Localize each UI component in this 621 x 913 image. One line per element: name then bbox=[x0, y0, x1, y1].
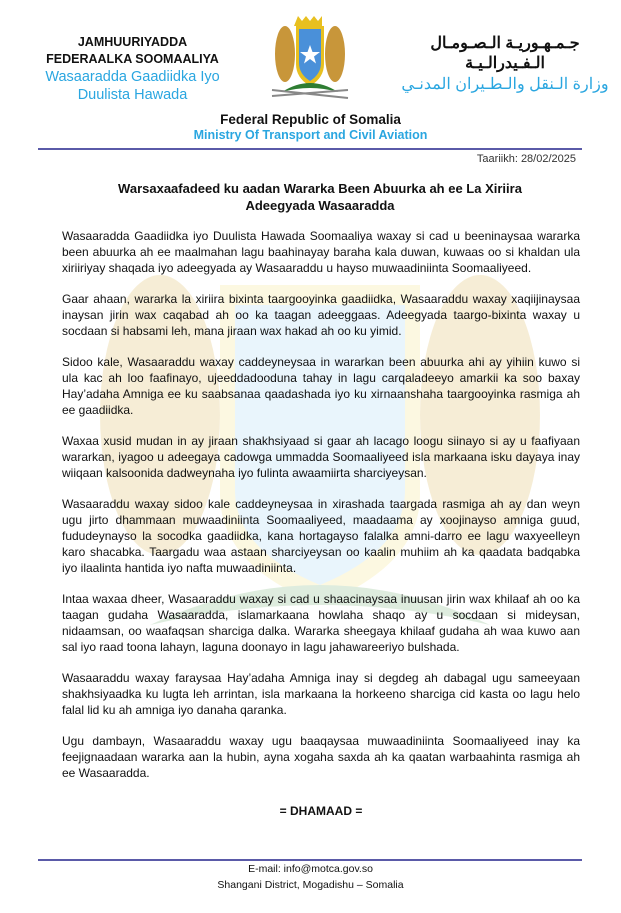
paragraph: Sidoo kale, Wasaaraddu waxay caddeyneysaa in wararkan been abuurka ahi ay yihiin kuwo si ula kac ah loo faafinayo, ujeeddadooduna tahay in lagu carqaladeeyo amarkii ka soo baxay Hay’adaha Amniga ee ku saabsanaa qaadashada iyo ku xirnaanshaha taargooyinka rasmiga ah ee gaadiidka. bbox=[62, 355, 580, 417]
footer-address: Shangani District, Mogadishu – Somalia bbox=[217, 878, 404, 891]
paragraph: Gaar ahaan, wararka la xiriira bixinta taargooyinka gaadiidka, Wasaaraddu waxay xaqiijinaysaa inaysan jirin wax caqabad ah oo ka taagan adeeggaas. Adeegyada taargo-bixinta waxay u socdaan si habsami leh, mana jiraan wax hakad ah oo ku yimid. bbox=[62, 292, 580, 338]
document-title bbox=[60, 180, 580, 214]
paragraph: Waxaa xusid mudan in ay jiraan shakhsiyaad si gaar ah lacago loogu siinayo si ay u faafiyaan wararkan, iyagoo u adeegaya cadowga ummadda Soomaaliyeed isla markaana isku dayaya inay wiiqaan kalsoonida dadweynaha iyo fulinta awaamiirta sharciyeysan. bbox=[62, 434, 580, 480]
document-date: Taariikh: 28/02/2025 bbox=[476, 153, 576, 165]
header-center-line2: Ministry Of Transport and Civil Aviation bbox=[193, 128, 428, 142]
paragraph: Wasaaraddu waxay sidoo kale caddeyneysaa in xirashada taargada rasmiga ah ay dan weyn ugu jirto dhammaan muwaadiniinta Soomaaliyeed, maadaama ay xoojinayso amniga guud, fududeynayso la socodka gaadiidka, kana hortagayso falalka amni-darro ee lagu waxyeelleyn karo shacabka. Taargadu waa astaan sharciyeysan oo kaalin muhiim ah ka qaadata badqabka iyo ilaalinta hantida iyo nafta muwaadiniinta. bbox=[62, 497, 580, 575]
footer bbox=[0, 861, 621, 913]
header-left bbox=[30, 34, 235, 104]
header-divider bbox=[38, 148, 582, 150]
header-right-line1: جـمـهـوريـة الـصـومـال bbox=[430, 35, 580, 52]
header-left-line3: Wasaaradda Gaadiidka Iyo bbox=[45, 69, 220, 85]
header-left-line4: Duulista Hawada bbox=[77, 87, 188, 103]
title-line2: Adeegyada Wasaaradda bbox=[245, 198, 395, 213]
header-right-line3: وزارة الـنقل والـطـيران المدنـي bbox=[401, 76, 609, 93]
paragraph: Intaa waxaa dheer, Wasaaraddu waxay si cad u shaacinaysaa inuusan jirin wax khilaaf ah oo ka taagan gudaha Wasaaradda, islamarkaana howlaha shaqo ay u socdaan si mideysan, nidaamsan, oo waafaqsan sharciga dalka. Wararka sheegaya khilaaf gudaha ah waa kuwo aan sal iyo raad toona lahayn, laguna doonayo in lagu jahawareeriyo bulshada. bbox=[62, 592, 580, 654]
footer-email: E-mail: info@motca.gov.so bbox=[248, 862, 373, 875]
header-right bbox=[400, 34, 610, 96]
header-center bbox=[0, 112, 621, 143]
header-left-line2: FEDERAALKA SOOMAALIYA bbox=[46, 52, 219, 66]
paragraph: Ugu dambayn, Wasaaraddu waxay ugu baaqaysaa muwaadiniinta Soomaaliyeed inay ka feejignaadaan wararka aan la hubin, ayna xogaha saxda ah ka qaatan warbaahinta rasmiga ah ee Wasaaradda. bbox=[62, 734, 580, 780]
document-body bbox=[62, 228, 580, 819]
title-line1: Warsaxaafadeed ku aadan Wararka Been Abuurka ah ee La Xiriira bbox=[118, 181, 522, 196]
document-flow bbox=[0, 228, 621, 913]
paragraph: Wasaaraddu waxay faraysaa Hay’adaha Amniga inay si degdeg ah dabagal ugu sameeyaan shakhsiyaadka ku lugta leh arrintan, isla markaana la horkeeno sharciga cid kasta oo lagu helo falal lid ku ah amniga iyo danaha qaranka. bbox=[62, 671, 580, 717]
closing-mark: = DHAMAAD = bbox=[279, 804, 363, 818]
header-center-line1: Federal Republic of Somalia bbox=[220, 112, 401, 127]
header-left-line1: JAMHUURIYADDA bbox=[77, 35, 188, 49]
coat-of-arms-logo bbox=[260, 12, 360, 112]
header-right-line2: الـفـيدرالـيـة bbox=[465, 55, 545, 72]
paragraph: Wasaaradda Gaadiidka iyo Duulista Hawada Soomaaliya waxay si cad u beeninaysaa wararka been abuurka ah ee maalmahan lagu baahinayay baraha kala duwan, kuwaas oo si khaldan ula xiriiriyay shaqada iyo adeegyada ay Wasaaraddu u hayso muwaadiniinta Soomaaliyeed. bbox=[62, 229, 580, 275]
